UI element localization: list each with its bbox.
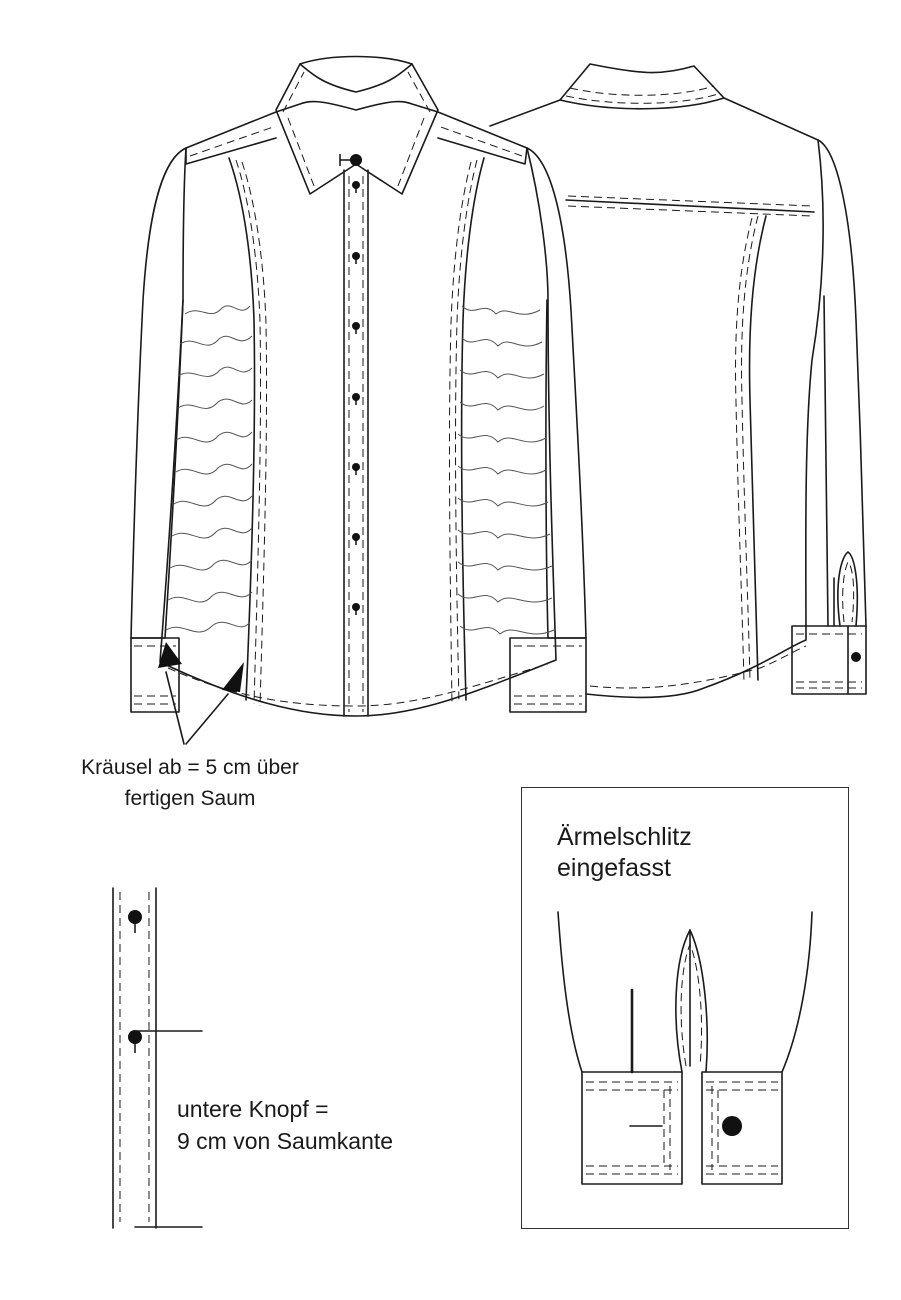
ruffle-annotation-line-2: fertigen Saum bbox=[124, 787, 256, 810]
sleeve-slit-annotation bbox=[557, 822, 692, 884]
button-annotation-line-2: 9 cm von Saumkante bbox=[177, 1128, 394, 1154]
placket-detail bbox=[113, 888, 202, 1228]
front-right-cuff bbox=[510, 638, 586, 712]
front-right-princess-seam bbox=[462, 158, 484, 700]
back-collar bbox=[560, 64, 724, 109]
ruffle-annotation-line-1: Kräusel ab = 5 cm über bbox=[81, 756, 299, 779]
button-position-annotation bbox=[177, 1093, 393, 1157]
ruffle-annotation bbox=[40, 752, 340, 814]
front-view bbox=[131, 57, 586, 745]
left-side-gathers bbox=[166, 306, 252, 632]
front-collar bbox=[276, 57, 438, 195]
back-princess-seam bbox=[750, 216, 766, 680]
collar-button bbox=[350, 154, 362, 166]
sleeve-slit-annotation-line-1: Ärmelschlitz bbox=[557, 823, 692, 851]
gather-start-arrow-right bbox=[222, 662, 244, 692]
button-annotation-line-1: untere Knopf = bbox=[177, 1096, 329, 1122]
back-body-outline bbox=[490, 98, 823, 697]
front-left-princess-seam bbox=[229, 158, 255, 700]
right-side-gathers bbox=[458, 306, 554, 634]
sleeve-slit-annotation-line-2: eingefasst bbox=[557, 854, 671, 882]
front-left-cuff bbox=[131, 638, 179, 712]
back-cuff-button bbox=[851, 652, 861, 662]
front-right-sleeve bbox=[527, 148, 586, 638]
